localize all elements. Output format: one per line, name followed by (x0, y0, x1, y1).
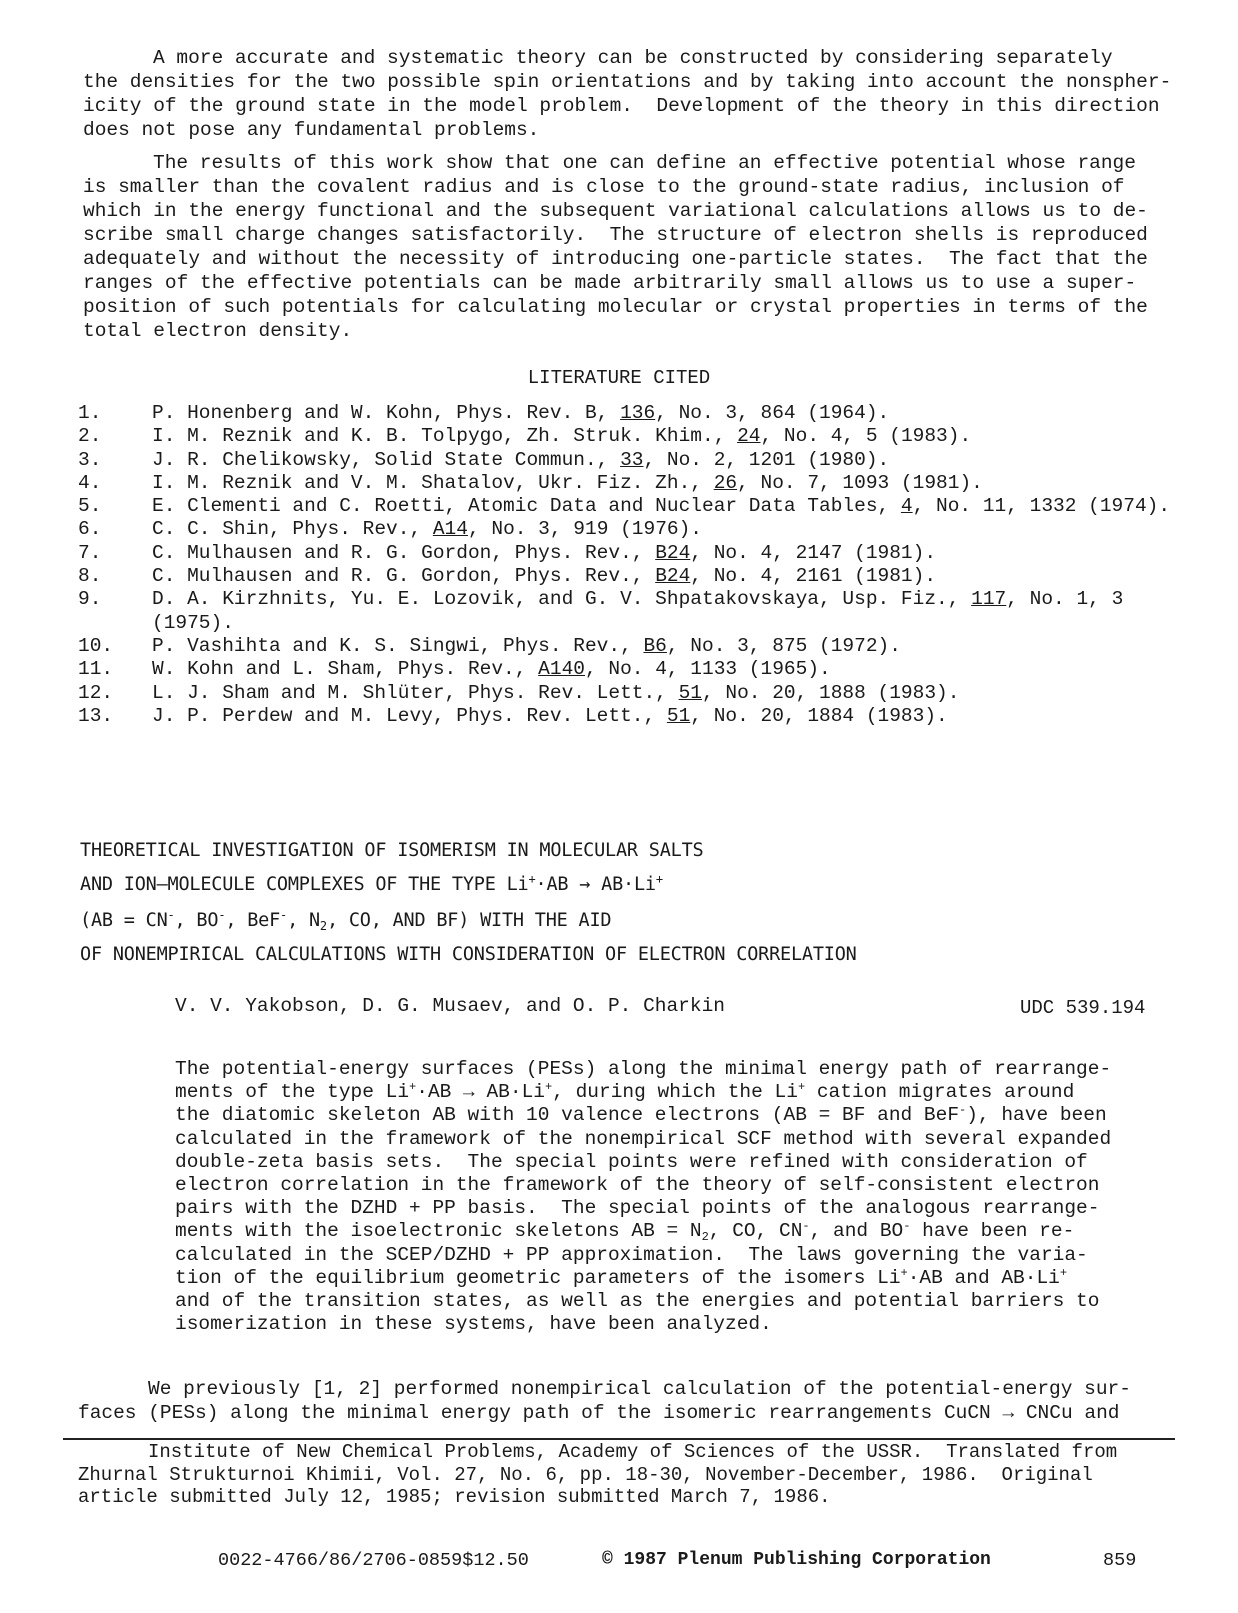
article-authors: V. V. Yakobson, D. G. Musaev, and O. P. Charkin (175, 995, 725, 1017)
article-code: 0022-4766/86/2706-0859$12.50 (218, 1550, 529, 1571)
page-number: 859 (1103, 1550, 1137, 1571)
paragraph-2 (83, 151, 1163, 343)
text-line: does not pose any fundamental problems. (83, 119, 540, 141)
literature-cited-heading: LITERATURE CITED (527, 367, 711, 389)
reference-item: 13. J. P. Perdew and M. Levy, Phys. Rev. Lett., 51, No. 20, 1884 (1983). (78, 704, 948, 727)
reference-item: 1. P. Honenberg and W. Kohn, Phys. Rev. B, 136, No. 3, 864 (1964). (78, 402, 890, 424)
text-line: faces (PESs) along the minimal energy path of the isomeric rearrangements CuCN → CNCu and (78, 1402, 1120, 1424)
text-line: total electron density. (83, 320, 353, 342)
reference-item: 5. E. Clementi and C. Roetti, Atomic Data and Nuclear Data Tables, 4, No. 11, 1332 (1974). (78, 495, 1171, 518)
reference-item: 2. I. M. Reznik and K. B. Tolpygo, Zh. Struk. Khim., 24, No. 4, 5 (1983). (78, 425, 972, 448)
reference-item: 6. C. C. Shin, Phys. Rev., A14, No. 3, 919 (1976). (78, 518, 703, 541)
intro-paragraph (78, 1377, 1158, 1425)
article-title-line: (AB = CN-, BO-, BeF-, $N_2$, CO, AND BF) WITH THE AID (80, 908, 612, 933)
text-line: the densities for the two possible spin orientations and by taking into account the nonspher- (83, 71, 1172, 93)
text-line: The results of this work show that one can define an effective potential whose range (153, 152, 1136, 174)
text-line: A more accurate and systematic theory can be constructed by considering separately (153, 47, 1113, 69)
article-title-line: THEORETICAL INVESTIGATION OF ISOMERISM IN MOLECULAR SALTS (80, 840, 704, 861)
reference-item: 4. I. M. Reznik and V. M. Shatalov, Ukr. Fiz. Zh., 26, No. 7, 1093 (1981). (78, 471, 983, 494)
text-line: is smaller than the covalent radius and is close to the ground-state radius, inclusion of (83, 176, 1125, 198)
reference-list (78, 402, 1178, 728)
text-line: position of such potentials for calculating molecular or crystal properties in terms of the (83, 296, 1148, 318)
copyright-line: © 1987 Plenum Publishing Corporation (602, 1550, 991, 1570)
text-line: scribe small charge changes satisfactorily. The structure of electron shells is reproduced (83, 224, 1148, 246)
text-line: which in the energy functional and the subsequent variational calculations allows us to de- (83, 200, 1148, 222)
text-line: icity of the ground state in the model problem. Development of the theory in this direction (83, 95, 1160, 117)
reference-item: 10. P. Vashihta and K. S. Singwi, Phys. Rev., B6, No. 3, 875 (1972). (78, 634, 901, 657)
reference-item: 11. W. Kohn and L. Sham, Phys. Rev., A140, No. 4, 1133 (1965). (78, 658, 831, 681)
paragraph-1 (83, 46, 1172, 142)
text-line: adequately and without the necessity of introducing one-particle states. The fact that the (83, 248, 1148, 270)
footnote-divider (63, 1438, 1175, 1440)
udc-code: UDC 539.194 (1020, 997, 1146, 1019)
article-abstract: The potential-energy surfaces (PESs) along the minimal energy path of rearrange- ments of the type Li+·AB → AB·Li+, during which the Li+ cation migrates around the diatomic skeleton AB with 10 valence electrons (AB = BF and BeF-), have been calculated in the framework of the nonempirical SCF method with several expanded double-zeta basis sets. The special points were refined with consideration of electron correlation in the framework of the theory of self-consistent electron pairs with the DZHD + PP basis. The special points of the analogous rearrange- ments with the isoelectronic skeletons AB = $N_2$, CO, CN-, and BO- have been re- calculated in the SCEP/DZHD + PP approximation. The laws governing the varia- tion of the equilibrium geometric parameters of the isomers Li+·AB and AB·Li+ and of the transition states, as well as the energies and potential barriers to isomerization in these systems, have been analyzed. (175, 1058, 1112, 1336)
article-title-line: AND ION–MOLECULE COMPLEXES OF THE TYPE Li+·AB → AB·Li+ (80, 872, 663, 895)
text-line: ranges of the effective potentials can be made arbitrarily small allows us to use a super- (83, 272, 1137, 294)
reference-item: 7. C. Mulhausen and R. G. Gordon, Phys. Rev., B24, No. 4, 2147 (1981). (78, 541, 937, 564)
text-line: We previously [1, 2] performed nonempirical calculation of the potential-energy sur- (148, 1378, 1131, 1400)
article-footnote: Institute of New Chemical Problems, Academy of Sciences of the USSR. Translated from Zhurnal Strukturnoi Khimii, Vol. 27, No. 6, pp. 18-30, November-December, 1986. Original article submitted July 12, 1985; revision submitted March 7, 1986. (78, 1441, 1118, 1508)
reference-item: 9. D. A. Kirzhnits, Yu. E. Lozovik, and G. V. Shpatakovskaya, Usp. Fiz., 117, No. 1, 3 (1975). (78, 588, 1124, 634)
reference-item: 3. J. R. Chelikowsky, Solid State Commun., 33, No. 2, 1201 (1980). (78, 448, 890, 471)
article-title-line: OF NONEMPIRICAL CALCULATIONS WITH CONSIDERATION OF ELECTRON CORRELATION (80, 944, 857, 965)
reference-item: 8. C. Mulhausen and R. G. Gordon, Phys. Rev., B24, No. 4, 2161 (1981). (78, 565, 937, 588)
reference-item: 12. L. J. Sham and M. Shlüter, Phys. Rev. Lett., 51, No. 20, 1888 (1983). (78, 681, 960, 704)
